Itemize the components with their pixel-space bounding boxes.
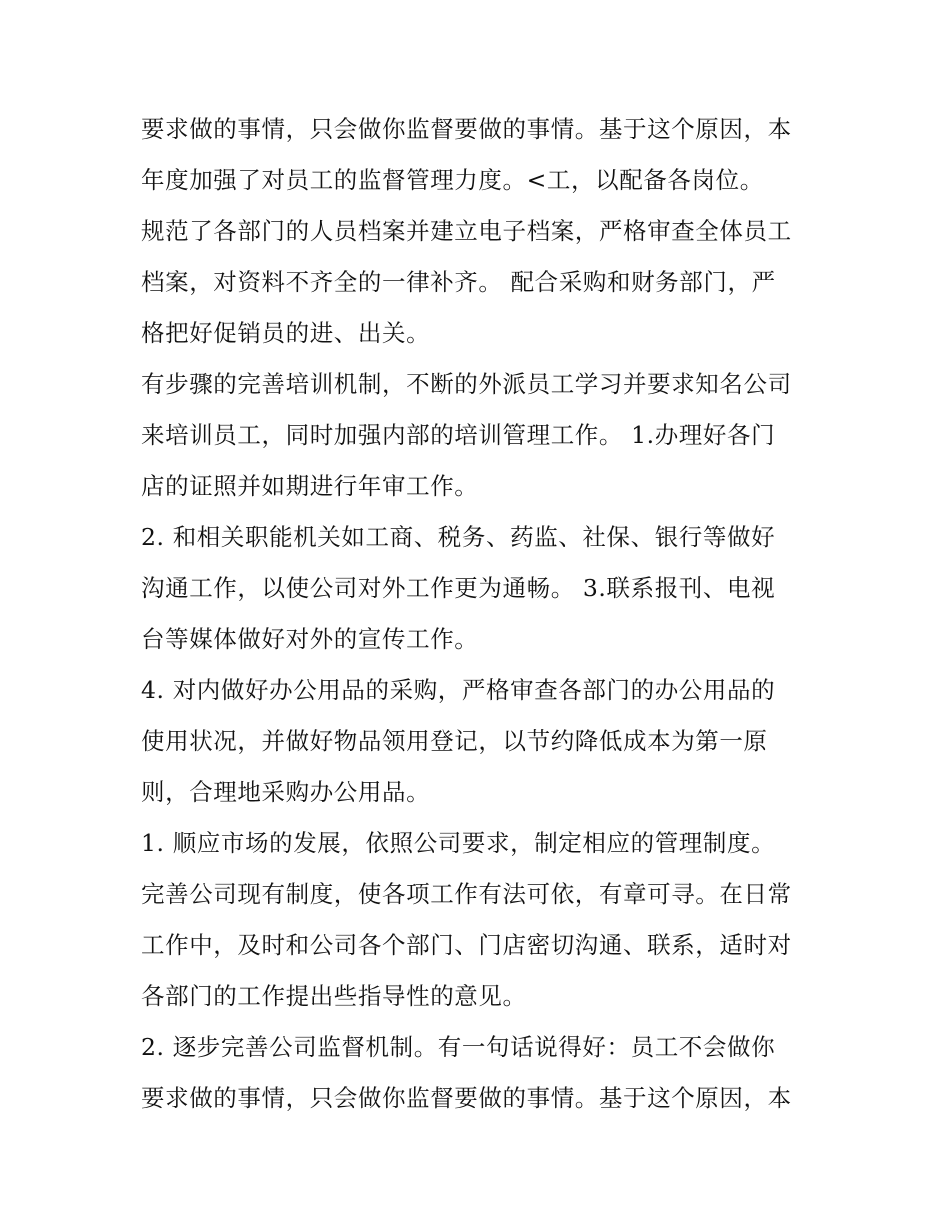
text-line-2: 年度加强了对员工的监督管理力度。<工，以配备各岗位。	[141, 166, 764, 194]
text-line-3: 规范了各部门的人员档案并建立电子档案，严格审查全体员工	[141, 217, 792, 245]
text-line-18: 各部门的工作提出些指导性的意见。	[141, 982, 527, 1010]
text-line-12: 4. 对内做好办公用品的采购，严格审查各部门的办公用品的	[141, 676, 776, 704]
text-line-17: 工作中，及时和公司各个部门、门店密切沟通、联系，适时对	[141, 931, 792, 959]
text-line-7: 来培训员工，同时加强内部的培训管理工作。 1.办理好各门	[141, 421, 776, 449]
document-body	[141, 104, 821, 1124]
text-line-19: 2. 逐步完善公司监督机制。有一句话说得好：员工不会做你	[141, 1033, 776, 1061]
text-line-8: 店的证照并如期进行年审工作。	[141, 472, 479, 500]
text-line-14: 则，合理地采购办公用品。	[141, 778, 431, 806]
text-line-9: 2. 和相关职能机关如工商、税务、药监、社保、银行等做好	[141, 523, 776, 551]
text-line-4: 档案，对资料不齐全的一律补齐。 配合采购和财务部门，严	[141, 268, 776, 296]
text-line-5: 格把好促销员的进、出关。	[141, 319, 431, 347]
text-line-16: 完善公司现有制度，使各项工作有法可依，有章可寻。在日常	[141, 880, 792, 908]
text-line-6: 有步骤的完善培训机制，不断的外派员工学习并要求知名公司	[141, 370, 792, 398]
text-line-11: 台等媒体做好对外的宣传工作。	[141, 625, 479, 653]
text-line-13: 使用状况，并做好物品领用登记，以节约降低成本为第一原	[141, 727, 768, 755]
text-line-15: 1. 顺应市场的发展，依照公司要求，制定相应的管理制度。	[141, 829, 776, 857]
text-line-10: 沟通工作，以使公司对外工作更为通畅。 3.联系报刊、电视	[141, 574, 776, 602]
text-line-1: 要求做的事情，只会做你监督要做的事情。基于这个原因，本	[141, 115, 792, 143]
text-line-20: 要求做的事情，只会做你监督要做的事情。基于这个原因，本	[141, 1084, 792, 1112]
